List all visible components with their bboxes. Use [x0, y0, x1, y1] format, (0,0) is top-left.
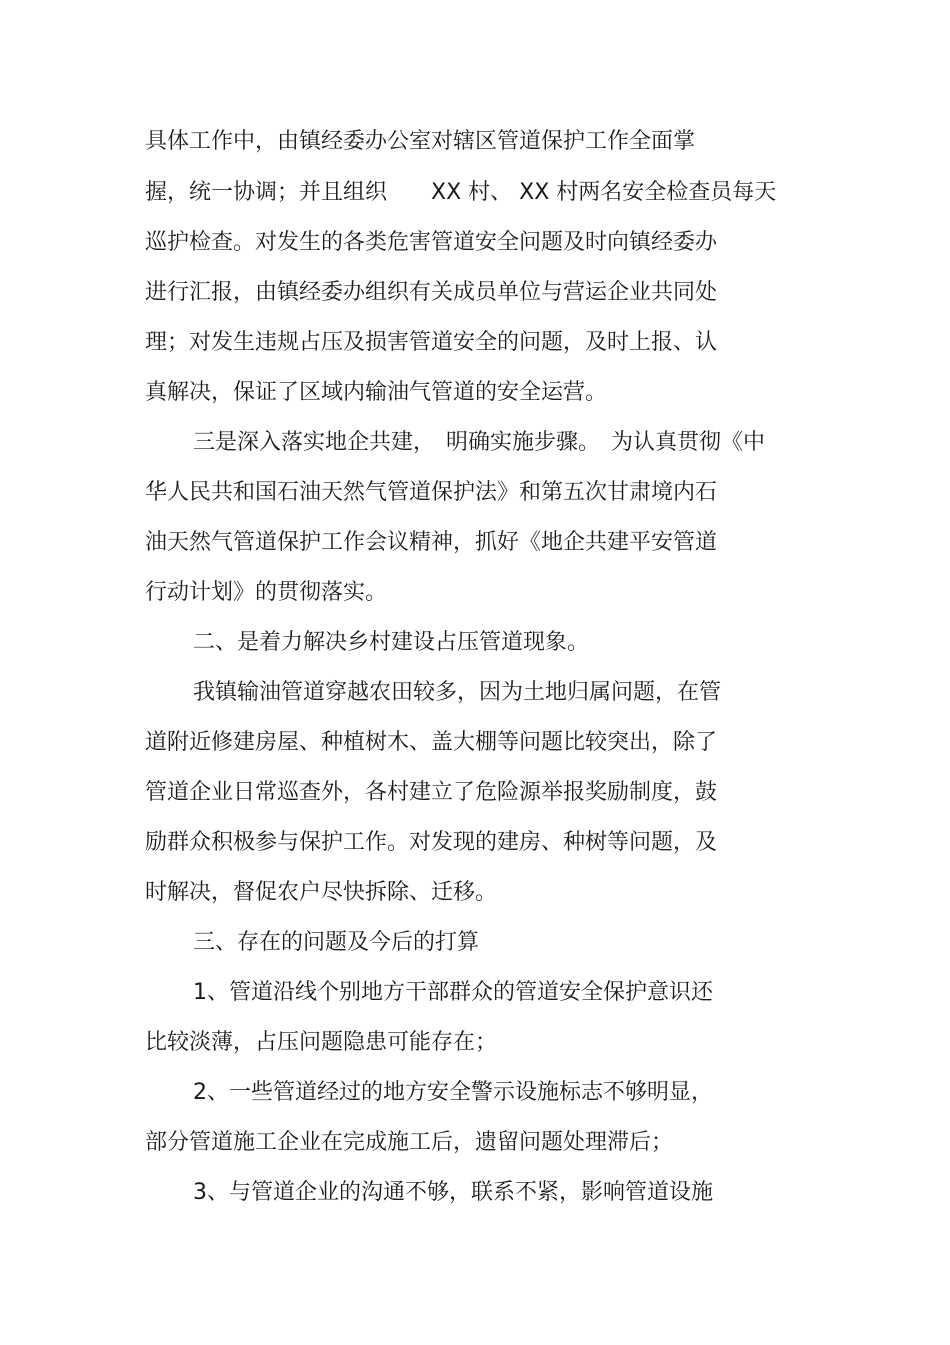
- text-line-7: 三是深入落实地企共建， 明确实施步骤。 为认真贯彻《中: [193, 430, 766, 455]
- text-line-22: 3、与管道企业的沟通不够，联系不紧，影响管道设施: [193, 1180, 713, 1205]
- text-line-12: 我镇输油管道穿越农田较多，因为土地归属问题，在管: [193, 680, 722, 705]
- text-line-15: 励群众积极参与保护工作。对发现的建房、种树等问题，及: [145, 830, 718, 855]
- text-line-5: 理；对发生违规占压及损害管道安全的问题，及时上报、认: [145, 330, 718, 355]
- text-line-9: 油天然气管道保护工作会议精神，抓好《地企共建平安管道: [145, 530, 718, 555]
- text-line-14: 管道企业日常巡查外，各村建立了危险源举报奖励制度，鼓: [145, 780, 718, 805]
- text-line-2: 握，统一协调；并且组织 XX 村、 XX 村两名安全检查员每天: [145, 180, 777, 205]
- text-line-6: 真解决，保证了区域内输油气管道的安全运营。: [145, 380, 608, 405]
- text-line-18: 1、管道沿线个别地方干部群众的管道安全保护意识还: [193, 980, 713, 1005]
- text-line-13: 道附近修建房屋、种植树木、盖大棚等问题比较突出，除了: [145, 730, 718, 755]
- text-line-20: 2、一些管道经过的地方安全警示设施标志不够明显，: [193, 1080, 713, 1105]
- text-line-8: 华人民共和国石油天然气管道保护法》和第五次甘肃境内石: [145, 480, 718, 505]
- text-line-1: 具体工作中，由镇经委办公室对辖区管道保护工作全面掌: [145, 129, 696, 154]
- text-line-3: 巡护检查。对发生的各类危害管道安全问题及时向镇经委办: [145, 230, 718, 255]
- text-line-10: 行动计划》的贯彻落实。: [145, 580, 388, 605]
- text-line-19: 比较淡薄，占压问题隐患可能存在；: [145, 1030, 498, 1055]
- text-line-17: 三、存在的问题及今后的打算: [193, 930, 480, 955]
- text-line-16: 时解决，督促农户尽快拆除、迁移。: [145, 880, 498, 905]
- text-line-4: 进行汇报，由镇经委办组织有关成员单位与营运企业共同处: [145, 280, 718, 305]
- text-line-11: 二、是着力解决乡村建设占压管道现象。: [193, 630, 590, 655]
- text-line-21: 部分管道施工企业在完成施工后，遗留问题处理滞后；: [145, 1130, 674, 1155]
